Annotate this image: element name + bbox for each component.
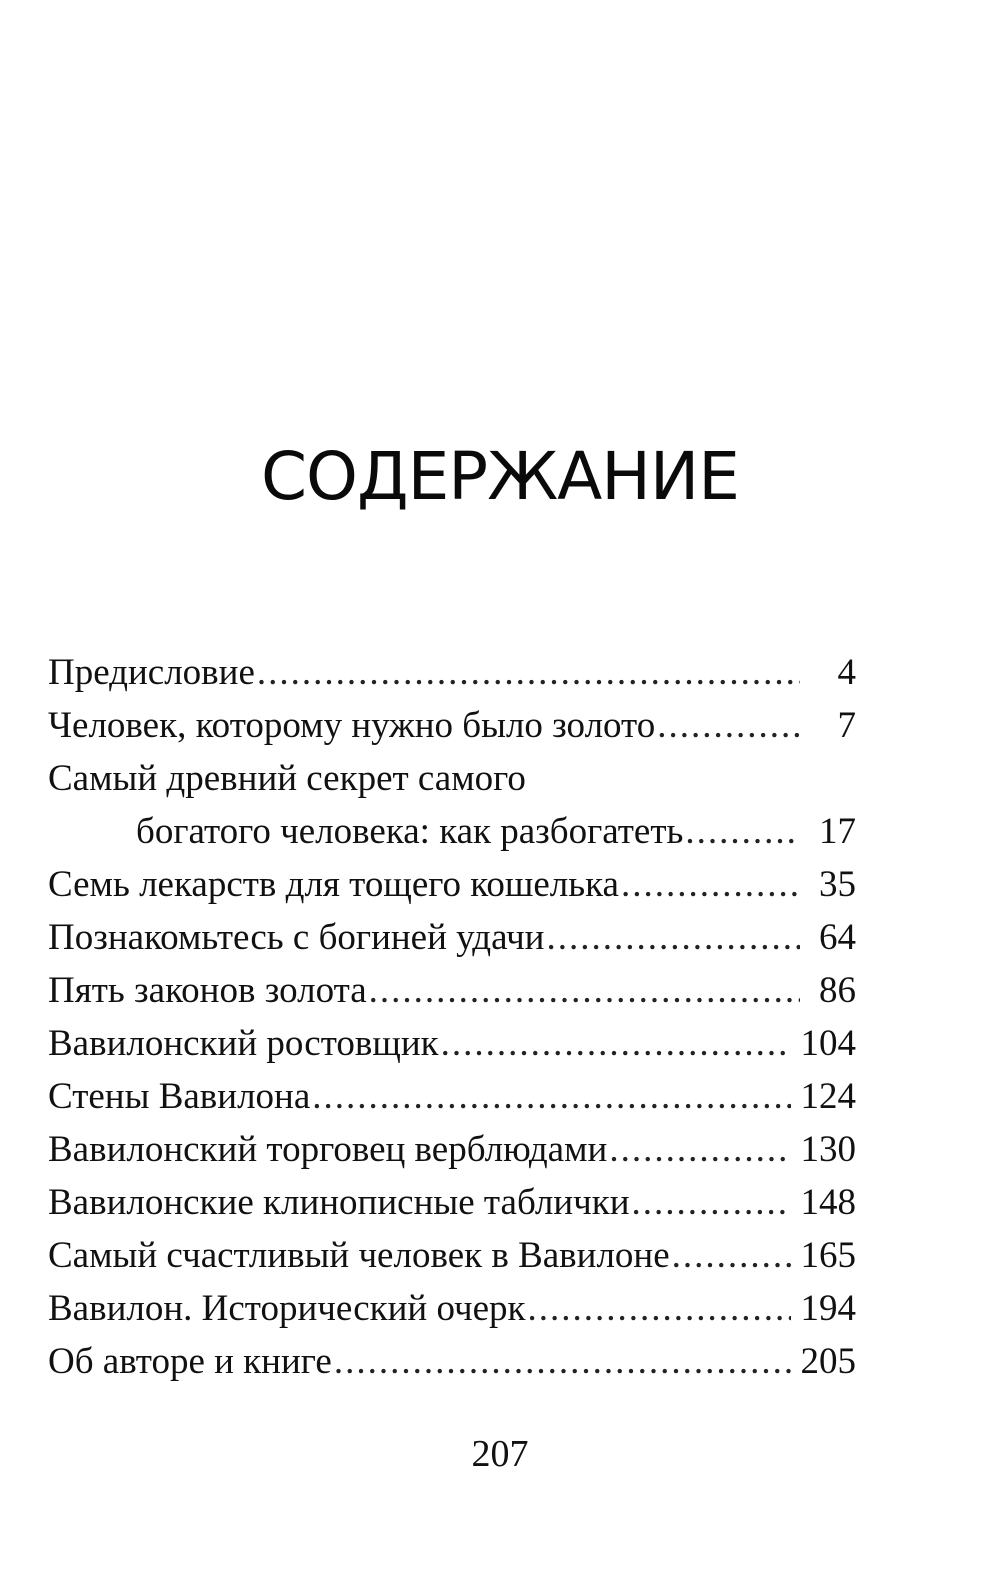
toc-entry (48, 704, 856, 757)
toc-entry-title: Пять законов золота (48, 970, 367, 1011)
toc-entry-page: 205 (800, 1341, 856, 1382)
toc-entry-title: Стены Вавилона (48, 1076, 311, 1117)
toc-entry-title: Семь лекарств для тощего кошелька (48, 864, 619, 905)
dot-leader (369, 969, 800, 1012)
toc-entry (48, 916, 856, 969)
dot-leader (672, 1234, 791, 1277)
toc-entry-page: 7 (837, 705, 856, 746)
toc-entry (48, 863, 856, 916)
toc-entry-page: 130 (800, 1129, 856, 1170)
table-of-contents (48, 651, 856, 1393)
dot-leader (621, 863, 800, 906)
toc-entry (48, 651, 856, 704)
dot-leader (609, 1128, 790, 1171)
toc-entry-title: Человек, которому нужно было золото (48, 705, 656, 746)
toc-entry-page: 148 (800, 1182, 856, 1223)
toc-entry (48, 1340, 856, 1393)
toc-entry-title: богатого человека: как разбогатеть (136, 811, 684, 852)
toc-entry-title: Предисловие (48, 652, 255, 693)
toc-entry (48, 1075, 856, 1128)
toc-entry-title: Вавилонские клинописные таблички (48, 1182, 630, 1223)
dot-leader (657, 704, 800, 747)
toc-entry-page: 104 (800, 1023, 856, 1064)
toc-entry-title: Самый счастливый человек в Вавилоне (48, 1235, 670, 1276)
toc-entry-page: 165 (800, 1235, 856, 1276)
toc-entry (48, 1128, 856, 1181)
toc-entry (48, 1234, 856, 1287)
toc-entry-title: Вавилонский торговец верблюдами (48, 1129, 608, 1170)
dot-leader (685, 810, 800, 853)
dot-leader (441, 1022, 791, 1065)
dot-leader (334, 1340, 791, 1383)
page-number: 207 (471, 1433, 529, 1475)
dot-leader (546, 916, 800, 959)
dot-leader (312, 1075, 790, 1118)
toc-entry-title-line1: Самый древний секрет самого (48, 758, 526, 799)
toc-entry (48, 1287, 856, 1340)
toc-entry (48, 1181, 856, 1234)
toc-entry-page: 35 (819, 864, 856, 905)
toc-entry (48, 1022, 856, 1075)
toc-entry-page: 64 (819, 917, 856, 958)
toc-entry-title: Познакомьтесь с богиней удачи (48, 917, 545, 958)
toc-entry-title: Вавилонский ростовщик (48, 1023, 439, 1064)
dot-leader (257, 651, 800, 694)
toc-entry (48, 969, 856, 1022)
toc-entry-title: Об авторе и книге (48, 1341, 332, 1382)
toc-entry-page: 4 (837, 652, 856, 693)
dot-leader (632, 1181, 791, 1224)
dot-leader (528, 1287, 791, 1330)
toc-entry (48, 757, 856, 863)
toc-entry-title: Вавилон. Исторический очерк (48, 1288, 526, 1329)
toc-entry-page: 194 (800, 1288, 856, 1329)
contents-heading: СОДЕРЖАНИЕ (260, 438, 740, 515)
toc-entry-page: 17 (819, 811, 856, 852)
toc-entry-page: 86 (819, 970, 856, 1011)
toc-entry-page: 124 (800, 1076, 856, 1117)
